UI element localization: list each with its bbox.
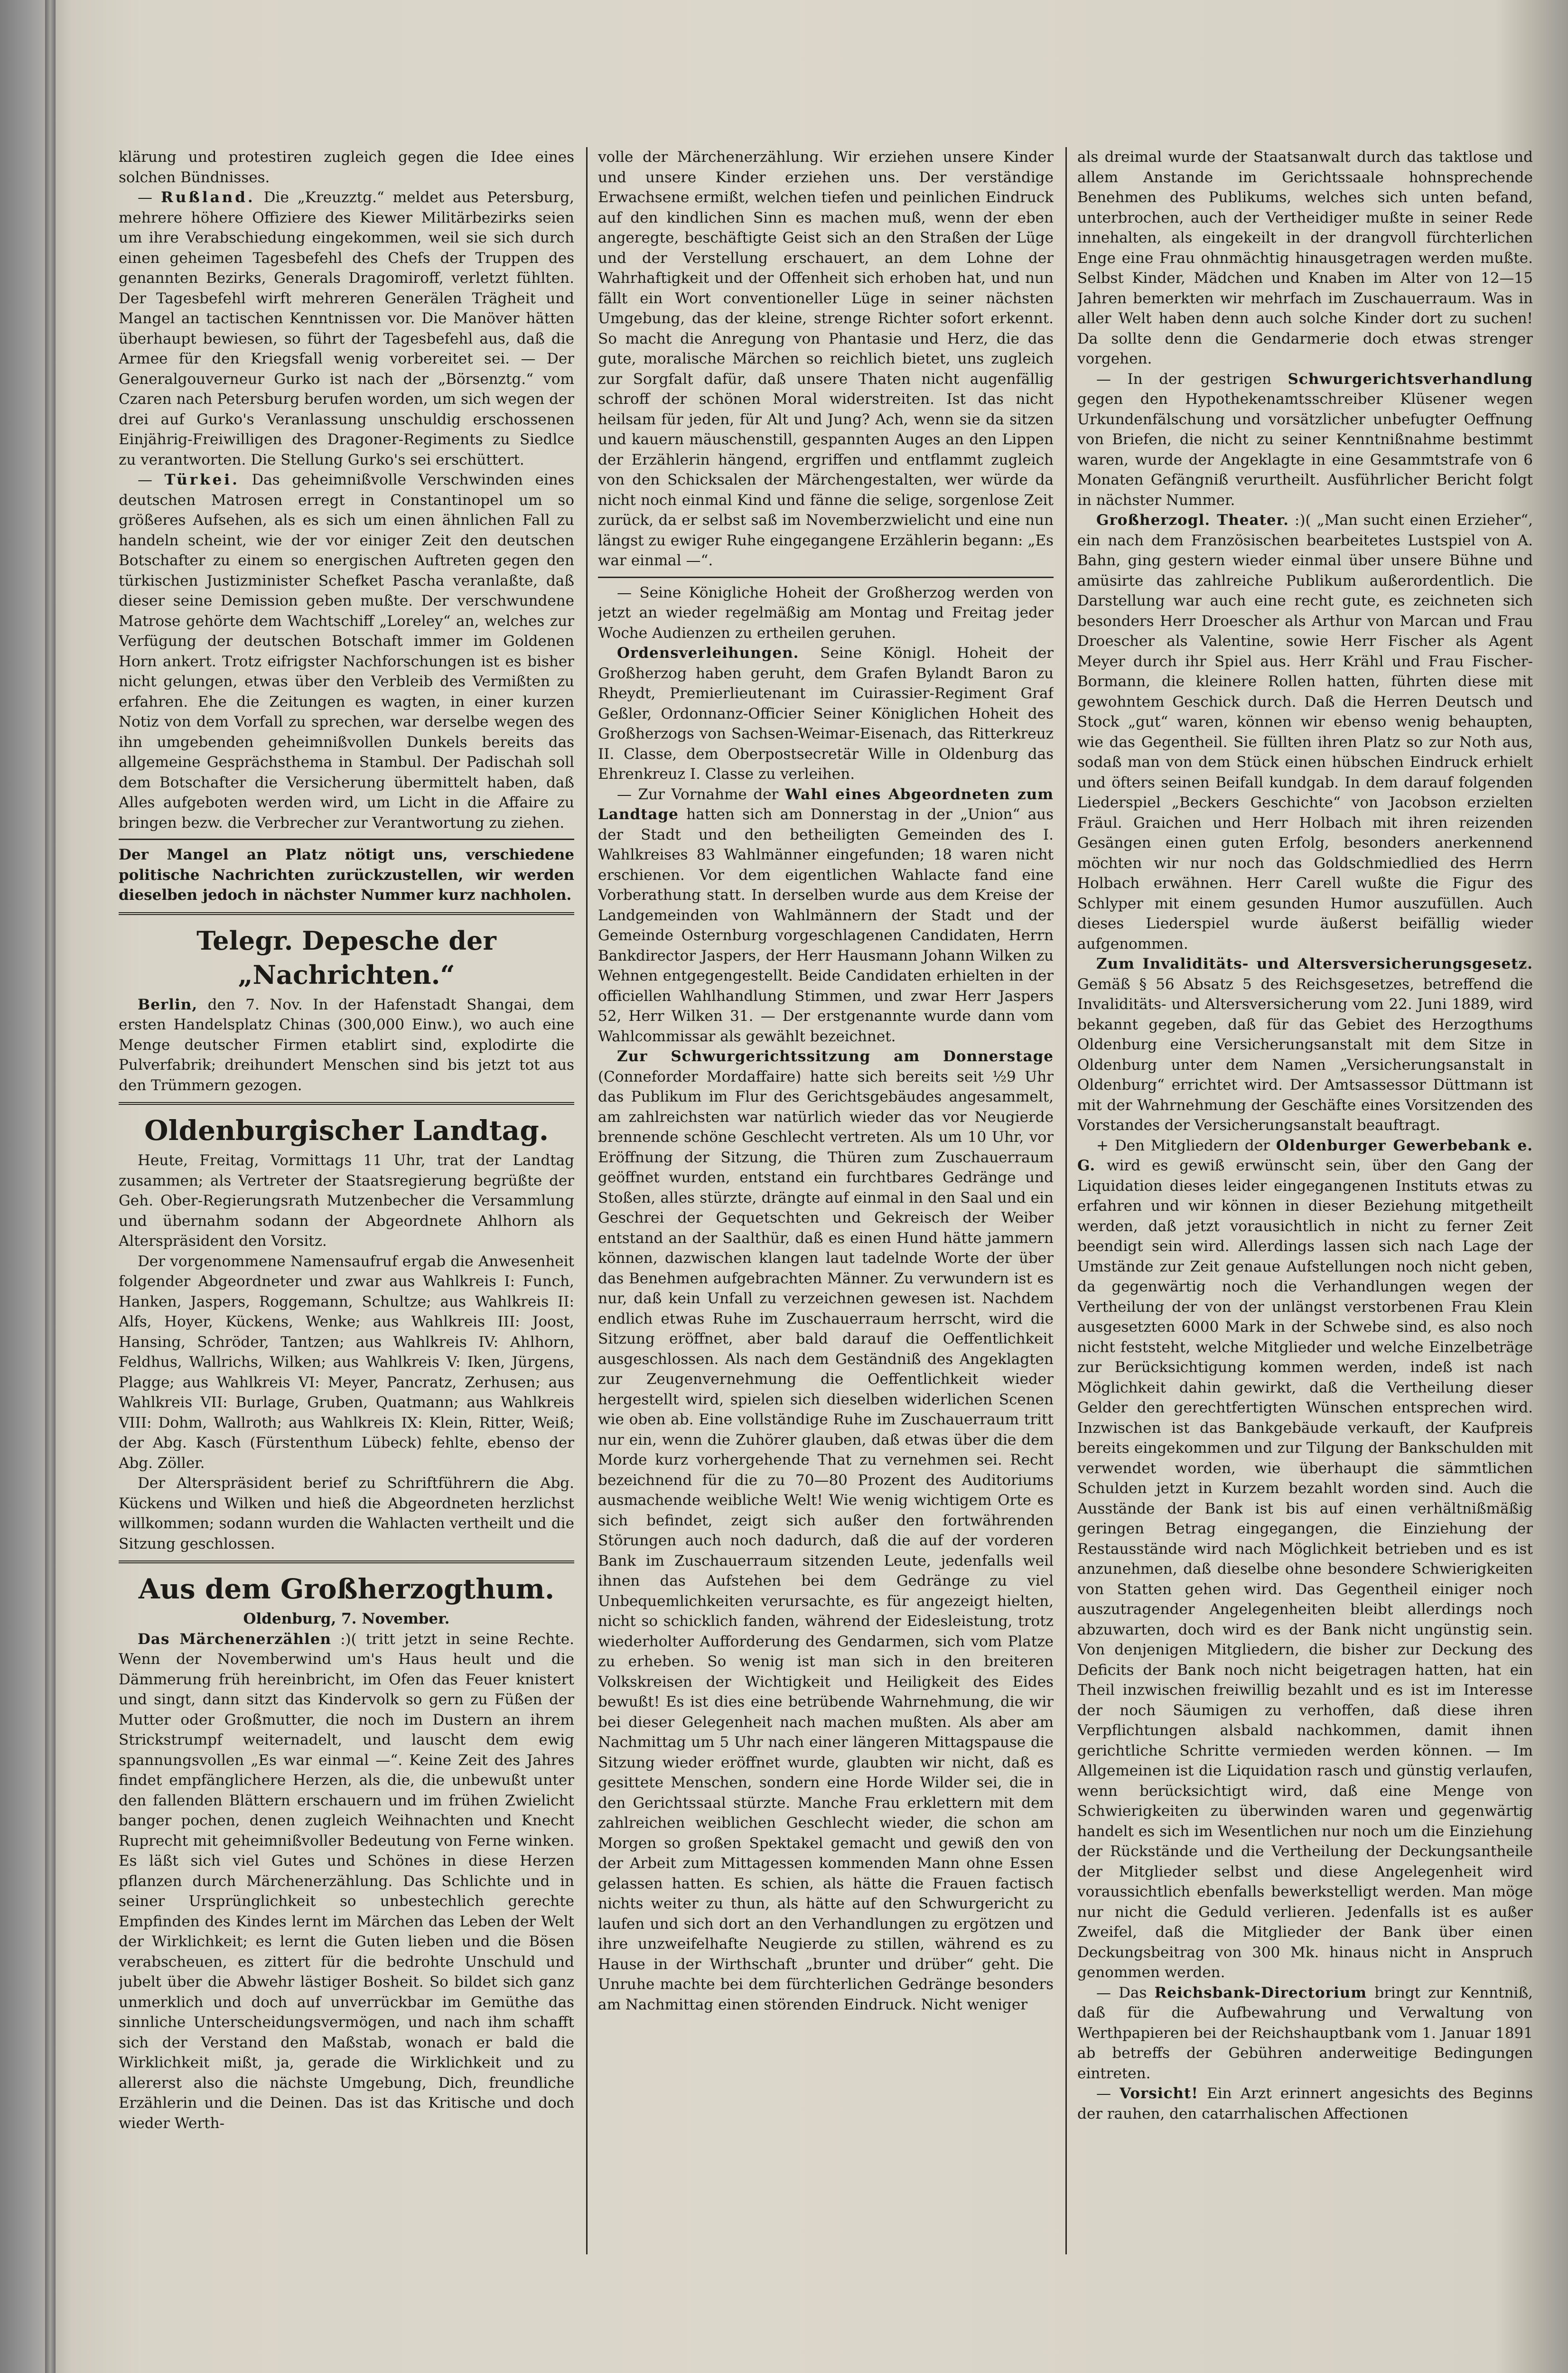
article-heading: Ordensverleihungen. [617, 645, 799, 662]
article-wahl: — Zur Vornahme der Wahl eines Abgeordneten zum Landtage hatten sich am Donnerstag in der „Union“ aus der Stadt und den betheiligten Gemeinden des I. Wahlkreises 83 Wahlmänner eingefunden; 18 waren nicht erschienen. Vor dem eigentlichen Wahlacte fand eine Vorberathung statt. In derselben wurde aus dem Kreise der Landgemeinden von Wahlmännern der Stadt und der Gemeinde Osternburg vorgeschlagenen Candidaten, Herrn Bankdirector Jaspers, der Herr Hausmann Johann Wilken zu Wehnen entgegengestellt. Beide Candidaten erhielten in der officiellen Wahlhandlung Stimmen, und zwar Herr Jaspers 52, Herr Wilken 31. — Der erstgenannte wurde dann vom Wahlcommissar als gewählt bezeichnet. [598, 785, 1054, 1045]
article-heading: Rußland. [160, 189, 255, 206]
paragraph-continuation: volle der Märchenerzählung. Wir erziehen unsere Kinder und unsere Kinder erziehen uns. Der verständige Erwachsene ermißt, welchen tiefen und peinlichen Eindruck auf den kindlichen Sinn es machen muß, wenn der eben angeregte, beschäftigte Geist sich an den Straßen der Lüge und der Verstellung erschauert, an dem Lohne der Wahrhaftigkeit und der Offenheit sich erhoben hat, und nun fällt ein Wort conventioneller Lüge in seiner nächsten Umgebung, das der kleine, strenge Richter sofort erkennt. So macht die Anregung von Phantasie und Herz, die das gute, moralische Märchen so reichlich bietet, uns zugleich zur Sorgfalt dafür, daß unsere Thaten nicht augenfällig schroff der schönen Moral widerstreiten. Ist das nicht heilsam für jeden, für Alt und Jung? Ach, wenn sie da sitzen und kauern mäuschenstill, gespannten Auges an den Lippen der Erzählerin hängend, ergriffen und entflammt zugleich von den Schicksalen der Märchengestalten, wer würde da nicht noch einmal Kind und fänne die selige, sorgenlose Zeit zurück, da er selbst saß im Novemberzwielicht und eine nun längst zu ewiger Ruhe eingegangene Erzählerin begann: „Es war einmal —“. [598, 149, 1054, 569]
article-maerchen: Das Märchenerzählen :)( tritt jetzt in seine Rechte. Wenn der Novemberwind um's Haus heult und die Dämmerung früh hereinbricht, im Ofen das Feuer knistert und singt, dann sitzt das Kindervolk so gern zu Füßen der Mutter oder Großmutter, die noch im Dustern an ihrem Strickstrumpf weiternadelt, und lauscht dem ewig spannungsvollen „Es war einmal —“. Keine Zeit des Jahres findet empfänglichere Herzen, als die, die unbewußt unter den fallenden Blättern erschauern und im frühen Zwielicht banger pochen, denen zugleich Weihnachten und Knecht Ruprecht mit geheimnißvoller Bedeutung von Ferne winken. Es läßt sich viel Gutes und Schönes in diese Herzen pflanzen durch Märchenerzählung. Das Schlichte und in seiner Ursprünglichkeit so unbestechlich gerechte Empfinden des Kindes lernt im Märchen das Leben der Welt der Wirklichkeit; es lernt die Guten lieben und die Bösen verabscheuen, es zittert für die bedrohte Unschuld und jubelt über die Abwehr lästiger Bosheit. So bildet sich ganz unmerklich und doch auf unverrückbar im Gemüthe das sinnliche Unterscheidungsvermögen, und nach ihm schafft sich der Verstand den Maßstab, wonach er bald die Wirklichkeit mißt, ja, gerade die Wirklichkeit und zu allererst also die nächste Umgebung, Dich, freundliche Erzählerin und die Deinen. Das ist das Kritische und doch wieder Werth- [119, 1630, 574, 2132]
paragraph-continuation: als dreimal wurde der Staatsanwalt durch das taktlose und allem Anstande im Gerichtssaale hohnsprechende Benehmen des Publikums, welches sich unten befand, unterbrochen, auch der Vertheidiger mußte in seiner Rede innehalten, als eingekeilt in der drangvoll fürchterlichen Enge eine Frau ohnmächtig hinausgetragen werden mußte. Selbst Kinder, Mädchen und Knaben im Alter von 12—15 Jahren bemerkten wir mehrfach im Zuschauerraum. Was in aller Welt haben denn auch solche Kinder dort zu suchen! Da sollte denn die Gendarmerie doch etwas strenger vorgehen. [1077, 149, 1533, 367]
dateline: Oldenburg, 7. November. [243, 1610, 450, 1627]
article-schwurgerichtsverhandlung: — In der gestrigen Schwurgerichtsverhandlung gegen den Hypothekenamtsschreiber Klüsener wegen Urkundenfälschung und vorsätzlicher unbefugter Oeffnung von Briefen, die nicht zu seiner Kenntnißnahme bestimmt waren, wurde der Angeklagte in eine Gesammtstrafe von 6 Monaten Gefängniß verurtheilt. Ausführlicher Bericht folgt in nächster Nummer. [1077, 370, 1533, 509]
article-schwurgericht: Zur Schwurgerichtssitzung am Donnerstage (Conneforder Mordaffaire) hatte sich bereits seit ½9 Uhr das Publikum im Flur des Gerichtsgebäudes angesammelt, am zahlreichsten war natürlich wieder das vor Neugierde brennende schöne Geschlecht vertreten. Als um 10 Uhr, vor Eröffnung der Sitzung, die Thüren zum Zuschauerraum geöffnet wurden, entstand ein furchtbares Gedränge und Stoßen, alles stürzte, drängte auf einmal in den Saal und ein Geschrei der Gequetschten und Gekreisch der Weiber entstand an der Saalthür, daß es einen Hund hätte jammern können, dazwischen klangen laut tadelnde Worte der über das Benehmen aufgebrachten Männer. Zu verwundern ist es nur, daß kein Unfall zu verzeichnen gewesen ist. Nachdem endlich etwas Ruhe im Zuschauerraum herrscht, wird die Sitzung eröffnet, aber bald darauf die Oeffentlichkeit ausgeschlossen. Als nach dem Geständniß des Angeklagten zur Zeugenvernehmung die Oeffentlichkeit wieder hergestellt wird, spielen sich dieselben widerlichen Scenen wie oben ab. Eine vollständige Ruhe im Zuschauerraum tritt nur ein, wenn die Zuhörer glauben, daß etwas über die dem Morde kurz vorhergehende That zu vernehmen sei. Recht bezeichnend für die zu 70—80 Prozent des Auditoriums ausmachende weibliche Welt! Wie wenig wichtigem Orte es sich befindet, zeigt sich außer den fortwährenden Störungen auch noch dadurch, daß die auf der vorderen Bank im Zuschauerraum sitzenden Leute, jedenfalls weil ihnen das Aufstehen bei dem Gedränge zu viel Unbequemlichkeiten verursachte, es für angezeigt hielten, nicht so schicklich fanden, während der Eidesleistung, trotz wiederholter Aufforderung des Gendarmen, sich vom Platze zu erheben. So wenig ist man sich in den breiteren Volkskreisen der Wichtigkeit und Heiligkeit des Eides bewußt! Es ist dies eine betrübende Wahrnehmung, die wir bei dieser Gelegenheit nach machen mußten. Als aber am Nachmittag um 5 Uhr nach einer längeren Mittagspause die Sitzung wieder eröffnet wurde, glaubten wir nicht, daß es gesittete Menschen, sondern eine Horde Wilder sei, die in den Gerichtssaal stürzte. Manche Frau erklettern mit dem zahlreichen weiblichen Geschlecht wieder, die schon am Morgen so großen Spektakel gemacht und gewiß den von der Arbeit zum Mittagessen kommenden Mann ohne Essen gelassen hatten. Es schien, als hätte die Frauen factisch nichts weiter zu thun, als hätte auf den Schwurgericht zu laufen und sich dort an den Verhandlungen zu ergötzen und ihre unzweifelhafte Neugierde zu stillen, während es zu Hause in der Wirthschaft „brunter und drüber“ geht. Die Unruhe machte bei dem fürchterlichen Gedränge besonders am Nachmittag einen störenden Eindruck. Nicht weniger [598, 1048, 1054, 2013]
column-rule-2 [1065, 147, 1067, 2254]
landtag-paragraph: Der Alterspräsident berief zu Schriftführern die Abg. Kückens und Wilken und hieß die Abgeordneten herzlichst willkommen; sodann wurden die Wahlacten vertheilt und die Sitzung geschlossen. [119, 1475, 574, 1552]
newspaper-page [119, 147, 1533, 2254]
divider [119, 839, 574, 840]
article-heading: Wahl eines Abgeordneten zum Landtage [598, 785, 1054, 823]
article-heading: Türkei. [164, 471, 240, 488]
landtag-paragraph: Heute, Freitag, Vormittags 11 Uhr, trat der Landtag zusammen; als Vertreter der Staatsregierung begrüßte der Geh. Ober-Regierungsrath Mutzenbecher die Versammlung und übernahm sodann der Abgeordnete Ahlhorn als Alterspräsident den Vorsitz. [119, 1152, 574, 1250]
article-heading: Reichsbank-Directorium [1154, 1984, 1367, 2001]
article-theater: Großherzogl. Theater. :)( „Man sucht einen Erzieher“, ein nach dem Französischen bearbeitetes Lustspiel von A. Bahn, ging gestern wieder einmal über unsere Bühne und amüsirte das zahlreiche Publikum außerordentlich. Die Darstellung war auch eine recht gute, es zeichneten sich besonders Herr Droescher als Arthur von Marcan und Frau Droescher als Valentine, sowie Herr Fischer als Agent Meyer durch ihr Spiel aus. Herr Krähl und Frau Fischer-Bormann, die kleinere Rollen hatten, führten diese mit gewohntem Geschick durch. Daß die Herren Deutsch und Stock „gut“ waren, können wir ebenso wenig behaupten, wie das Gegentheil. Sie füllten ihren Platz so zur Noth aus, sodaß man von dem Stück einen hübschen Eindruck erhielt und öfters seinen Beifall kundgab. In dem darauf folgenden Liederspiel „Beckers Geschichte“ von Jacobson erzielten Fräul. Graichen und Herr Holbach mit ihren reizenden Gesängen einen guten Erfolg, besonders anerkennend möchten wir nur noch das Goldschmiedlied des Herrn Holbach erwähnen. Herr Carell wußte die Figur des Schlyper mit einem gesunden Humor auszufüllen. Auch dieses Liederspiel wurde äußerst beifällig wieder aufgenommen. [1077, 512, 1533, 953]
article-heading: Das Märchenerzählen [138, 1630, 332, 1648]
section-title-landtag: Oldenburgischer Landtag. [144, 1114, 549, 1147]
column-1 [119, 147, 574, 2254]
article-orden: Ordensverleihungen. Seine Königl. Hoheit der Großherzog haben geruht, dem Grafen Bylandt Baron zu Rheydt, Premierlieutenant im Cuirassier-Regiment Graf Geßler, Ordonnanz-Officier Seiner Königlichen Hoheit des Großherzogs von Sachsen-Weimar-Eisenach, das Ritterkreuz II. Classe, dem Oberpostsecretär Wille in Oldenburg das Ehrenkreuz I. Classe zu verleihen. [598, 645, 1054, 783]
paragraph-continuation: klärung und protestiren zugleich gegen die Idee eines solchen Bündnisses. [119, 149, 574, 186]
article-invaliditaet: Zum Invaliditäts- und Altersversicherungsgesetz. Gemäß § 56 Absatz 5 des Reichsgesetzes, betreffend die Invaliditäts- und Altersversicherung vom 22. Juni 1889, wird bekannt gegeben, daß für das Gebiet des Herzogthums Oldenburg eine Versicherungsanstalt mit dem Sitze in Oldenburg unter dem Namen „Versicherungsanstalt in Oldenburg“ errichtet wird. Der Amtsassessor Düttmann ist mit der Wahrnehmung der Geschäfte eines Vorsitzenden des Vorstandes der Versicherungsanstalt beauftragt. [1077, 955, 1533, 1134]
divider [598, 577, 1054, 578]
divider [119, 1560, 574, 1563]
telegram-text: Berlin, den 7. Nov. In der Hafenstadt Shangai, dem ersten Handelsplatz Chinas (300,000 Einw.), wo auch eine Menge deutscher Firmen etablirt sind, explodirte die Pulverfabrik; dreihundert Menschen sind bis jetzt tot aus den Trümmern gezogen. [119, 996, 574, 1094]
landtag-paragraph: Der vorgenommene Namensaufruf ergab die Anwesenheit folgender Abgeordneter und zwar aus Wahlkreis I: Funch, Hanken, Jaspers, Roggemann, Schultze; aus Wahlkreis II: Alfs, Hoyer, Kückens, Wenke; aus Wahlkreis III: Joost, Hansing, Schröder, Tantzen; aus Wahlkreis IV: Ahlhorn, Feldhus, Wallrichs, Wilken; aus Wahlkreis V: Iken, Jürgens, Plagge; aus Wahlkreis VI: Meyer, Pancratz, Zerhusen; aus Wahlkreis VII: Burlage, Gruben, Quatmann; aus Wahlkreis VIII: Dohm, Wallroth; aus Wahlkreis IX: Klein, Ritter, Weiß; der Abg. Kasch (Fürstenthum Lübeck) fehlte, ebenso der Abg. Zöller. [119, 1252, 574, 1472]
column-3 [1077, 147, 1533, 2254]
section-title-telegram: Telegr. Depesche der „Nachrichten.“ [196, 925, 496, 990]
article-heading: Zur Schwurgerichtssitzung am Donnerstage [617, 1048, 1054, 1065]
article-grossherzog: — Seine Königliche Hoheit der Großherzog werden von jetzt an wieder regelmäßig am Montag und Freitag jeder Woche Audienzen zu ertheilen geruhen. [598, 584, 1054, 642]
editorial-notice: Der Mangel an Platz nötigt uns, verschiedene politische Nachrichten zurückzustellen, wir werden dieselben jedoch in nächster Nummer kurz nachholen. [119, 846, 574, 904]
article-tuerkei: — Türkei. Das geheimnißvolle Verschwinden eines deutschen Matrosen erregt in Constantinopel um so größeres Aufsehen, als es sich um einen ähnlichen Fall zu handeln scheint, wie der vor einiger Zeit den deutschen Botschafter zu einem so energischen Auftreten gegen den türkischen Justizminister Schefket Pascha veranlaßte, daß dieser seine Demission geben mußte. Der verschwundene Matrose gehörte dem Wachtschiff „Loreley“ an, welches zur Verfügung der deutschen Botschaft immer im Goldenen Horn ankert. Trotz eifrigster Nachforschungen ist es bisher nicht gelungen, etwas über den Verbleib des Vermißten zu erfahren. Ehe die Zeitungen es wagten, in einer kurzen Notiz von dem Vorfall zu sprechen, war derselbe wegen des ihn umgebenden geheimnißvollen Dunkels bereits das allgemeine Gesprächsthema in Stambul. Der Padischah soll dem Botschafter die Versicherung übermittelt haben, daß Alles aufgeboten werden wird, um Licht in die Affaire zu bringen bezw. die Verbrecher zur Verantwortung zu ziehen. [119, 471, 574, 831]
divider [119, 1102, 574, 1105]
article-gewerbebank: + Den Mitgliedern der Oldenburger Gewerbebank e. G. wird es gewiß erwünscht sein, über den Gang der Liquidation dieses leider eingegangenen Instituts etwas zu erfahren und wir können in dieser Beziehung mitgetheilt werden, daß jetzt vorausichtlich in nicht zu ferner Zeit beendigt sein wird. Allerdings lassen sich nach Lage der Umstände zur Zeit genaue Aufstellungen noch nicht geben, da gegenwärtig noch die Verhandlungen wegen der Vertheilung der von der unlängst verstorbenen Frau Klein ausgesetzten 6000 Mark in der Schwebe sind, es also noch nicht feststeht, welche Mitglieder und welche Einzelbeträge zur Berücksichtigung kommen werden, indeß ist nach Möglichkeit dahin gewirkt, daß die Vertheilung dieser Gelder den gerechtfertigten Wünschen entsprechen wird. Inzwischen ist das Bankgebäude verkauft, der Kaufpreis bereits eingekommen und zur Tilgung der Bankschulden mit verwendet worden, wie überhaupt die sämmtlichen Schulden jetzt in Kurzem bezahlt worden sind. Auch die Ausstände der Bank ist bis auf einen verhältnißmäßig geringen Betrag eingegangen, die Einziehung der Restausstände wird nach Möglichkeit betrieben und es ist anzunehmen, daß dieselbe ohne besondere Schwierigkeiten von Statten gehen wird. Das Gegentheil einiger noch auszutragender Angelegenheiten bleibt allerdings noch abzuwarten, doch wird es der Bank nicht ungünstig sein. Von denjenigen Mitgliedern, die bisher zur Deckung des Deficits der Bank noch nicht beigetragen hatten, hat ein Theil inzwischen freiwillig bezahlt und es ist im Interesse der noch Säumigen zu verhoffen, daß diese ihren Verpflichtungen alsbald nachkommen, damit ihnen gerichtliche Schritte vermieden werden können. — Im Allgemeinen ist die Liquidation rasch und günstig verlaufen, wenn berücksichtigt wird, daß eine Menge von Schwierigkeiten zu überwinden waren und gegenwärtig handelt es sich im Wesentlichen nur noch um die Einziehung der Rückstände und die Vertheilung der Deckungsantheile der Mitglieder selbst und diese Angelegenheit wird voraussichtlich ebenfalls bewerkstelligt werden. Man möge nur nicht die Geduld verlieren. Jedenfalls ist es außer Zweifel, daß die Mitglieder der Bank über einen Deckungsbeitrag von 300 Mk. hinaus nicht in Anspruch genommen werden. [1077, 1137, 1533, 1981]
article-vorsicht: — Vorsicht! Ein Arzt erinnert angesichts des Beginns der rauhen, den catarrhalischen Affectionen [1077, 2085, 1533, 2122]
divider [119, 912, 574, 915]
section-title-grossherzogthum: Aus dem Großherzogthum. [138, 1573, 555, 1605]
article-russland: — Rußland. Die „Kreuzztg.“ meldet aus Petersburg, mehrere höhere Offiziere des Kiewer Militärbezirks seien um ihre Verabschiedung eingekommen, weil sie sich durch einen geheimen Tagesbefehl des Chefs der Truppen des genannten Bezirks, Generals Dragomiroff, verletzt fühlten. Der Tagesbefehl wirft mehreren Generälen Trägheit und Mangel an tactischen Kenntnissen vor. Die Manöver hätten überhaupt bewiesen, so führt der Tagesbefehl aus, daß die Armee für den Kriegsfall wenig vorbereitet sei. — Der Generalgouverneur Gurko ist nach der „Börsenztg.“ vom Czaren nach Petersburg berufen worden, um sich wegen der drei auf Gurko's Veranlassung unschuldig erschossenen Einjährig-Freiwilligen des Dragoner-Regiments zu Siedlce zu verantworten. Die Stellung Gurko's sei erschüttert. [119, 189, 574, 468]
article-heading: Schwurgerichtsverhandlung [1288, 370, 1533, 388]
column-2 [598, 147, 1054, 2254]
article-heading: Vorsicht! [1120, 2085, 1198, 2102]
book-binding-edge [45, 0, 56, 2373]
article-heading: Großherzogl. Theater. [1096, 512, 1289, 529]
article-reichsbank: — Das Reichsbank-Directorium bringt zur Kenntniß, daß für die Aufbewahrung und Verwaltung von Werthpapieren bei der Reichshauptbank vom 1. Januar 1891 ab betreffs der Gebühren anderweitige Bedingungen eintreten. [1077, 1984, 1533, 2082]
article-heading: Oldenburger Gewerbebank e. G. [1077, 1137, 1533, 1174]
article-heading: Zum Invaliditäts- und Altersversicherungsgesetz. [1096, 955, 1533, 972]
column-rule-1 [586, 147, 588, 2254]
